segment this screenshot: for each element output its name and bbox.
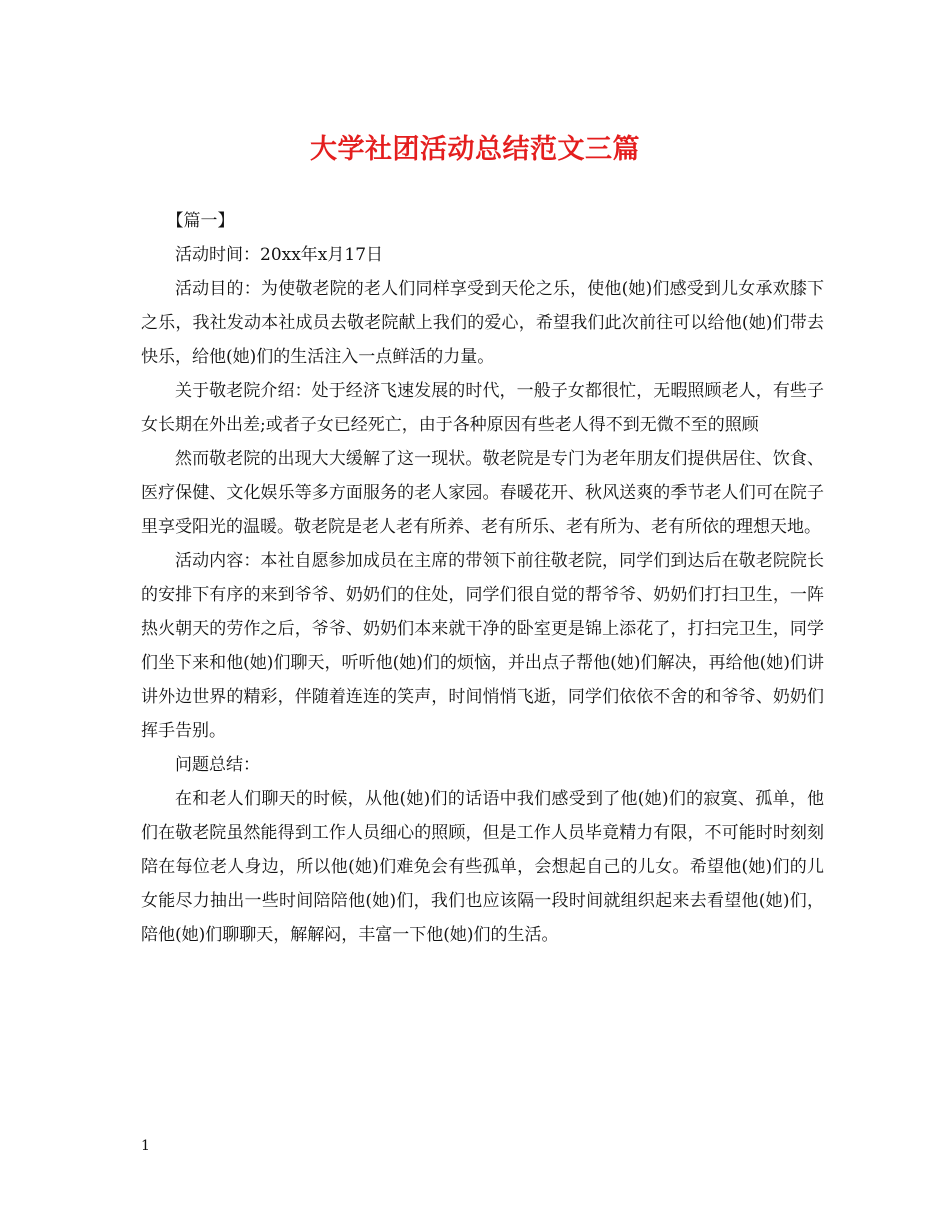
section-label: 【篇一】 — [166, 211, 235, 231]
document-title: 大学社团活动总结范文三篇 — [310, 134, 640, 165]
problem-summary-heading: 问题总结： — [175, 755, 260, 775]
nursing-home-intro-paragraph: 关于敬老院介绍：处于经济飞速发展的时代，一般子女都很忙，无暇照顾老人，有些子女长期在外出差;或者子女已经死亡，由于各种原因有些老人得不到无微不至的照顾 — [141, 381, 824, 435]
problem-summary-paragraph: 在和老人们聊天的时候，从他(她)们的话语中我们感受到了他(她)们的寂寞、孤单，他们在敬老院虽然能得到工作人员细心的照顾，但是工作人员毕竟精力有限，不可能时时刻刻陪在每位老人身边，所以他(她)们难免会有些孤单，会想起自己的儿女。希望他(她)们的儿女能尽力抽出一些时间陪陪他(她)们，我们也应该隔一段时间就组织起来去看望他(她)们，陪他(她)们聊聊天，解解闷，丰富一下他(她)们的生活。 — [141, 789, 824, 945]
page-number: 1 — [141, 1138, 150, 1154]
activity-time-paragraph: 活动时间：20xx年x月17日 — [175, 245, 384, 265]
nursing-home-description-paragraph: 然而敬老院的出现大大缓解了这一现状。敬老院是专门为老年朋友们提供居住、饮食、医疗保健、文化娱乐等多方面服务的老人家园。春暖花开、秋风送爽的季节老人们可在院子里享受阳光的温暖。敬老院是老人老有所养、老有所乐、老有所为、老有所依的理想天地。 — [141, 449, 824, 537]
activity-content-paragraph: 活动内容：本社自愿参加成员在主席的带领下前往敬老院，同学们到达后在敬老院院长的安排下有序的来到爷爷、奶奶们的住处，同学们很自觉的帮爷爷、奶奶们打扫卫生，一阵热火朝天的劳作之后，爷爷、奶奶们本来就干净的卧室更是锦上添花了，打扫完卫生，同学们坐下来和他(她)们聊天，听听他(她)们的烦恼，并出点子帮他(她)们解决，再给他(她)们讲讲外边世界的精彩，伴随着连连的笑声，时间悄悄飞逝，同学们依依不舍的和爷爷、奶奶们挥手告别。 — [141, 551, 824, 741]
activity-purpose-paragraph: 活动目的：为使敬老院的老人们同样享受到天伦之乐，使他(她)们感受到儿女承欢膝下之乐，我社发动本社成员去敬老院献上我们的爱心，希望我们此次前往可以给他(她)们带去快乐，给他(她)们的生活注入一点鲜活的力量。 — [141, 279, 824, 367]
document-body — [141, 204, 824, 952]
